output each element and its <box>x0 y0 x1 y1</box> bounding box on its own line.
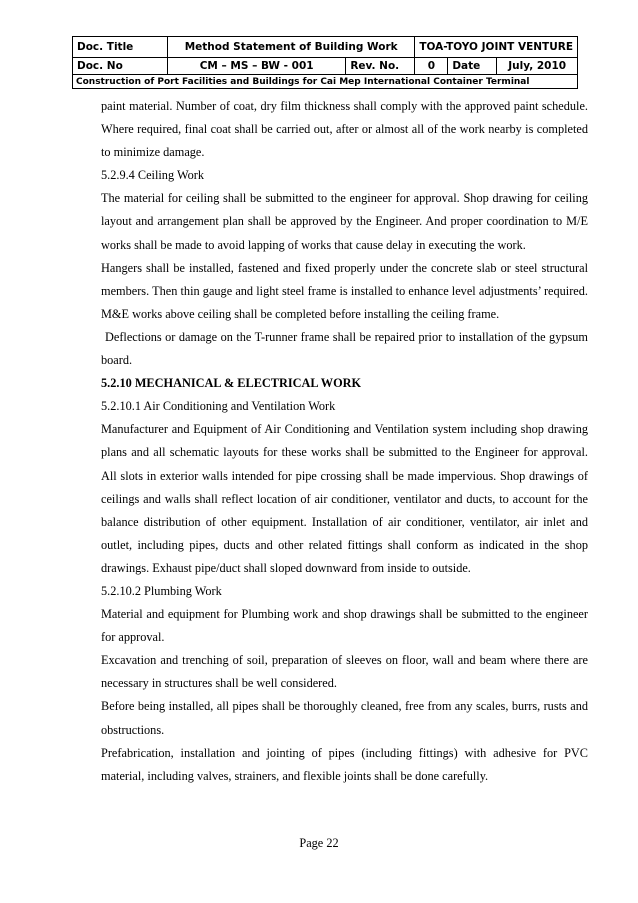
heading-5-2-10-1: 5.2.10.1 Air Conditioning and Ventilation Work <box>101 399 336 414</box>
date-value: July, 2010 <box>497 58 578 75</box>
rev-no-label: Rev. No. <box>346 58 415 75</box>
header-row-docno <box>73 58 578 75</box>
heading-5-2-10-2: 5.2.10.2 Plumbing Work <box>101 583 222 598</box>
paragraph-air-conditioning: Manufacturer and Equipment of Air Conditioning and Ventilation system including shop drawing plans and all schematic layouts for these works shall be submitted to the Engineer for approval. All slots in exterior walls intended for pipe crossing shall be made impervious. Shop drawings of ceilings and walls shall reflect location of air conditioner, ventilator and ducts, to account for the balance distribution of other equipment. Installation of air conditioner, ventilator, air inlet and outlet, including pipes, ducts and other related fittings shall conform as indicated in the shop drawings. Exhaust pipe/duct shall sloped downward from inside to outside. <box>101 422 588 575</box>
paragraph-deflections: Deflections or damage on the T-runner frame shall be repaired prior to installation of the gypsum board. <box>101 329 588 368</box>
doc-no-value: CM – MS – BW - 001 <box>168 58 346 75</box>
doc-title-value: Method Statement of Building Work <box>168 37 415 58</box>
doc-no-label: Doc. No <box>73 58 168 75</box>
header-row-project <box>73 75 578 89</box>
paragraph-paint-coats: paint material. Number of coat, dry film thickness shall comply with the approved paint schedule. Where required, final coat shall be carried out, after or almost all of the work nearby is completed to minimize damage. <box>101 99 588 160</box>
paragraph-excavation: Excavation and trenching of soil, preparation of sleeves on floor, wall and beam where there are necessary in structures shall be well considered. <box>101 653 588 691</box>
heading-5-2-9-4: 5.2.9.4 Ceiling Work <box>101 168 204 183</box>
paragraph-ceiling-material: The material for ceiling shall be submitted to the engineer for approval. Shop drawing for ceiling layout and arrangement plan shall be approved by the Engineer. And proper coordination to M/E works shall be made to avoid lapping of works that cause delay in executing the work. <box>101 191 588 252</box>
document-body <box>101 95 588 788</box>
doc-title-label: Doc. Title <box>73 37 168 58</box>
paragraph-pipe-cleaning: Before being installed, all pipes shall be thoroughly cleaned, free from any scales, burrs, rusts and obstructions. <box>101 699 588 737</box>
company-name: TOA-TOYO JOINT VENTURE <box>415 37 578 58</box>
page-number: Page 22 <box>299 836 339 850</box>
rev-no-value: 0 <box>415 58 448 75</box>
heading-5-2-10: 5.2.10 MECHANICAL & ELECTRICAL WORK <box>101 376 362 391</box>
paragraph-prefabrication: Prefabrication, installation and jointing of pipes (including fittings) with adhesive for PVC material, including valves, strainers, and flexible joints shall be done carefully. <box>101 745 588 783</box>
document-header-table <box>72 36 578 89</box>
date-label: Date <box>448 58 497 75</box>
paragraph-plumbing-materials: Material and equipment for Plumbing work and shop drawings shall be submitted to the engineer for approval. <box>101 607 588 645</box>
header-row-title <box>73 37 578 58</box>
project-title: Construction of Port Facilities and Buildings for Cai Mep International Container Terminal <box>73 75 578 89</box>
paragraph-hangers: Hangers shall be installed, fastened and fixed properly under the concrete slab or steel structural members. Then thin gauge and light steel frame is installed to enhance level adjustments’ required. M&E works above ceiling shall be completed before installing the ceiling frame. <box>101 260 588 321</box>
